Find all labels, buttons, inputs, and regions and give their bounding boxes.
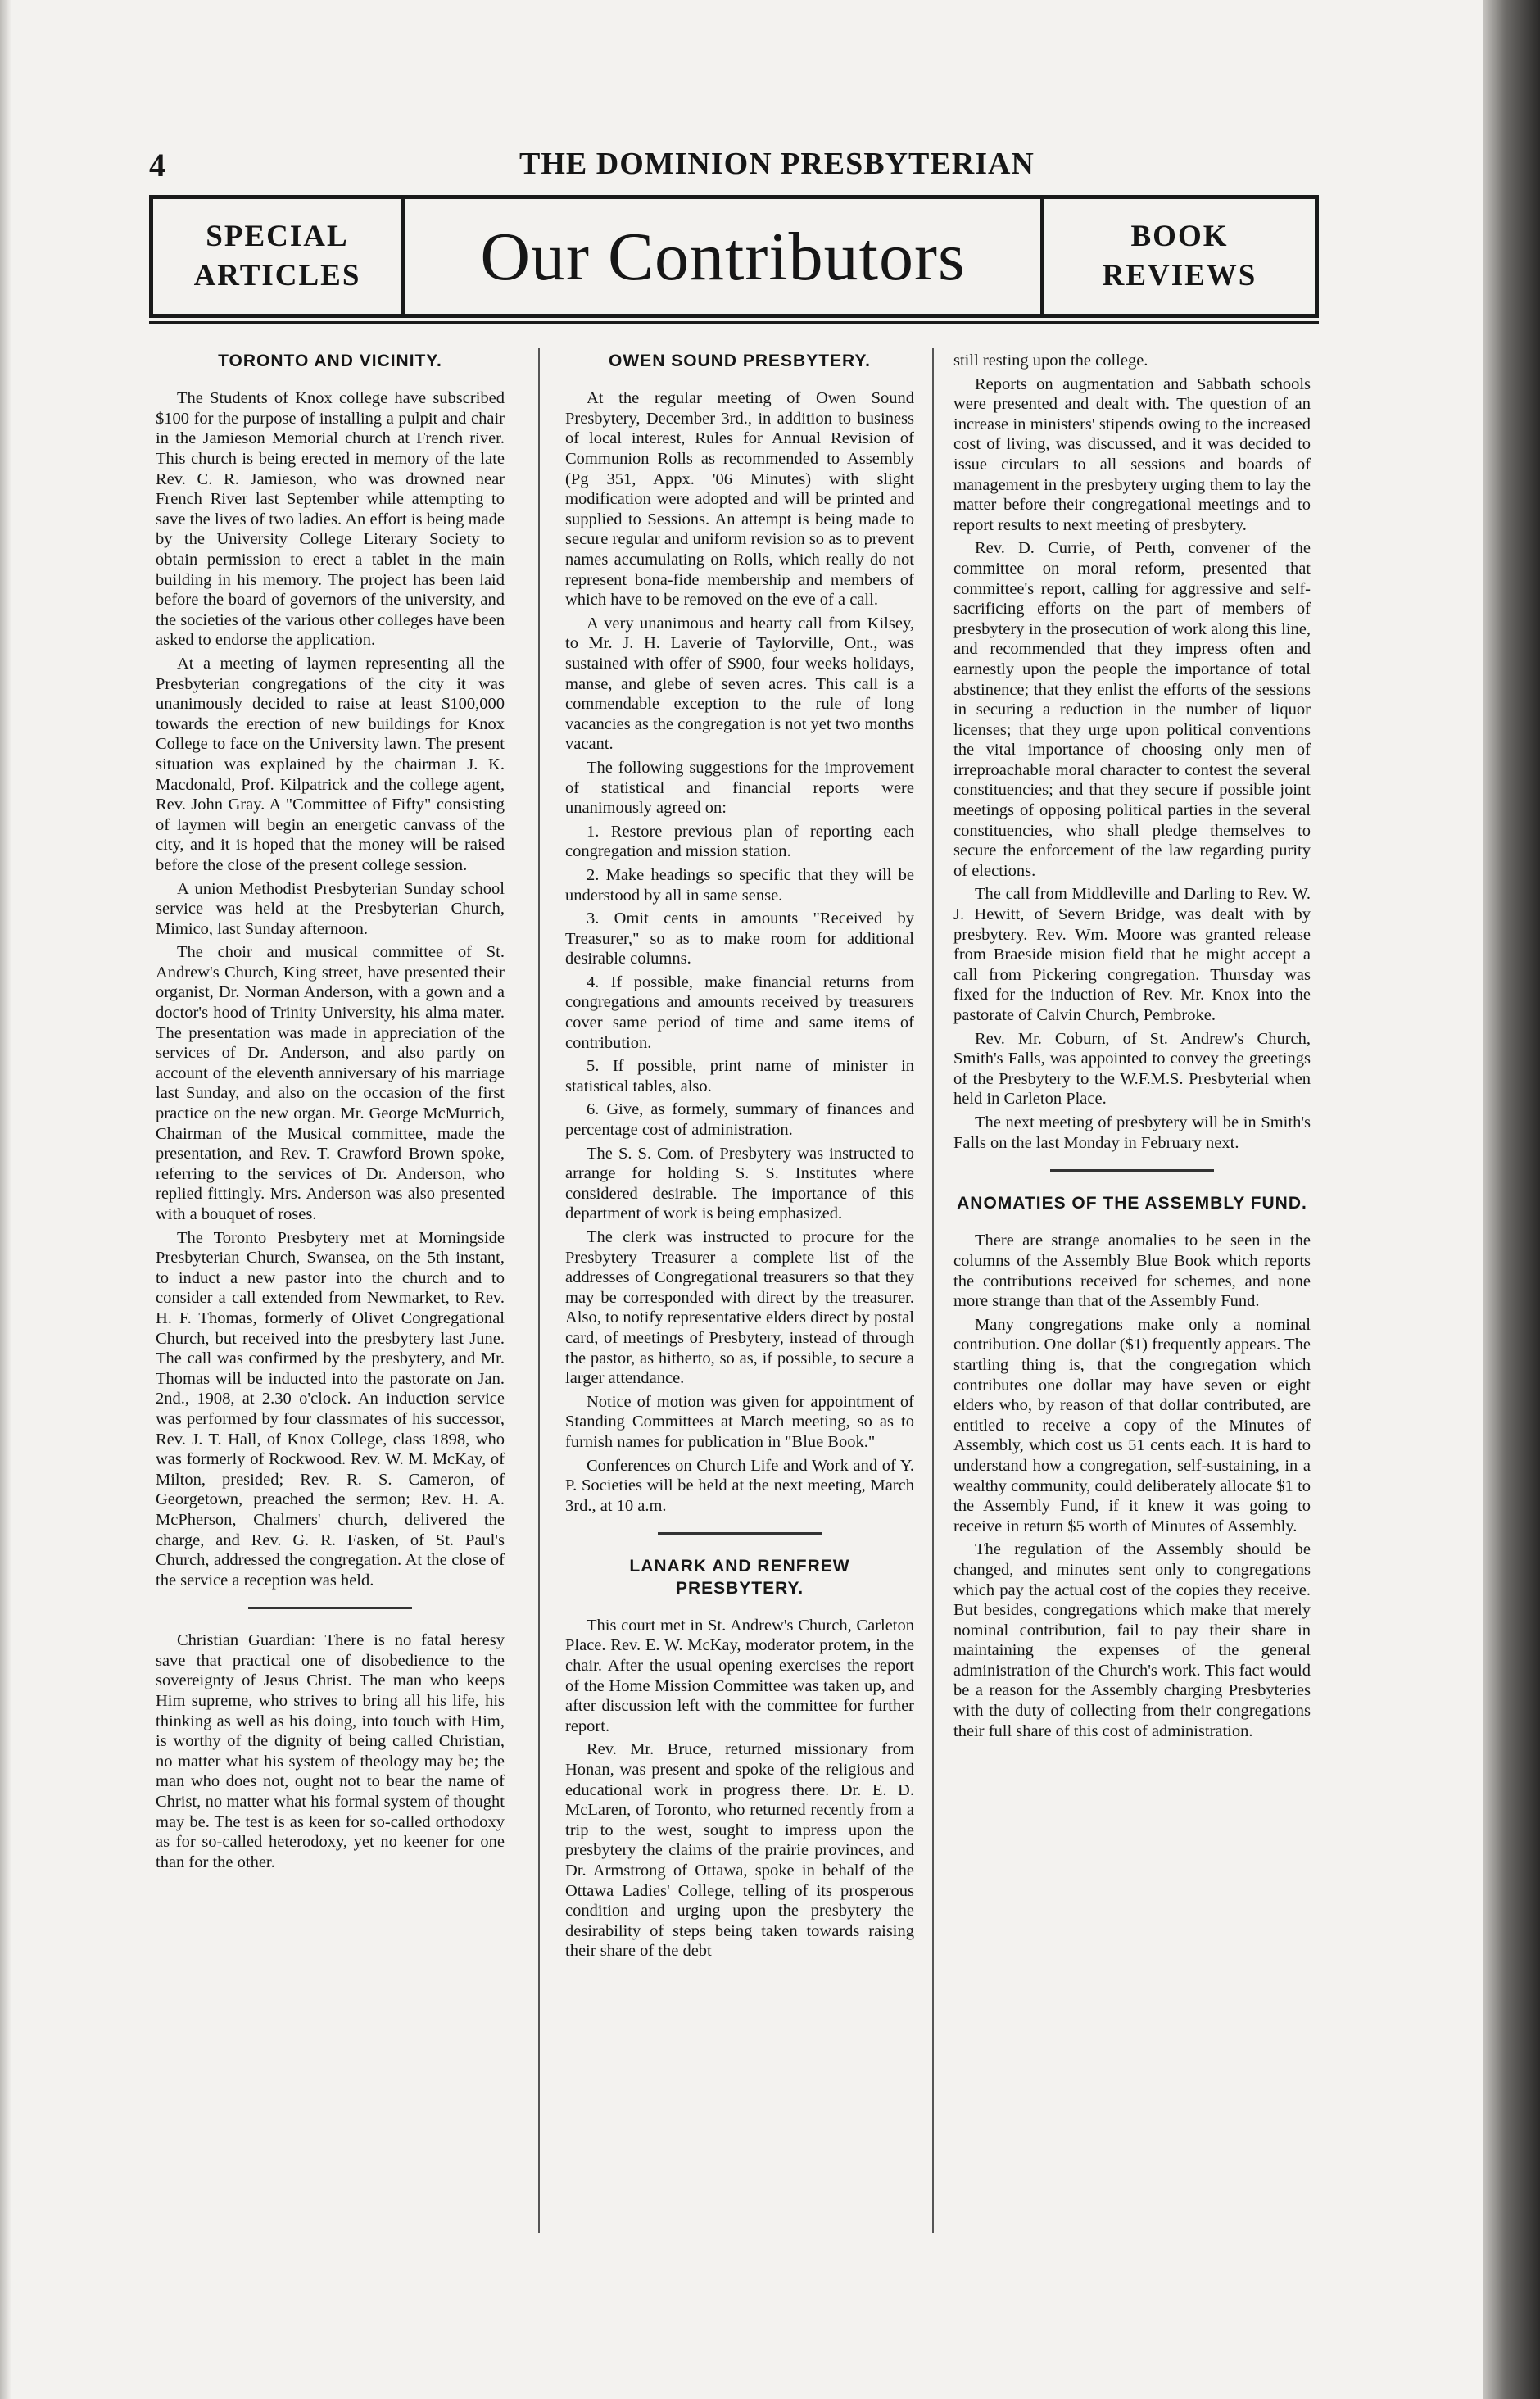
column-divider — [248, 1607, 412, 1609]
article-paragraph: still resting upon the college. — [953, 351, 1148, 370]
article-paragraph: Rev. Mr. Bruce, returned missionary from Honan, was present and spoke of the religious and educational work in progress there. Dr. E. D. McLaren, of Toronto, who returned recently from a trip to the west, sought to impress upon the presbytery the claims of the prairie provinces, and Dr. Armstrong of Ottawa, spoke in behalf of the Ottawa Ladies' College, telling of its prosperous condition and urging upon the presbytery the desirability of steps being taken towards raising their share of the debt — [565, 1740, 914, 1961]
article-paragraph: The regulation of the Assembly should be changed, and minutes sent only to congregations which pay the actual cost of the copies they receive. But besides, congregations which make that merely nominal contribution, fail to pay their share in maintaining the expenses of the general administration of the Church's work. This fact would be a reason for the Assembly charging Presbyteries with the duty of collecting from their congregations their full share of this cost of administration. — [953, 1540, 1311, 1740]
banner-under-rule — [149, 321, 1319, 324]
column-divider — [658, 1532, 822, 1535]
headline-lanark-renfrew: LANARK AND RENFREW PRESBYTERY. — [629, 1557, 850, 1598]
article-paragraph: A very unanimous and hearty call from Kilsey, to Mr. J. H. Laverie of Taylorville, Ont., was sustained with offer of $900, four weeks holidays, manse, and glebe of seven acres. This call is a commendable exception to the rule of long vacancies as the congregation is not yet two months vacant. — [565, 614, 914, 754]
article-paragraph: Many congregations make only a nominal contribution. One dollar ($1) frequently appears. The startling thing is, that the congregation which contributes one dollar may have seven or eight elders who, by reason of that dollar contributed, are entitled to receive a copy of the Minutes of Assembly, which cost us 51 cents each. It is hard to understand how a congregation, self-sustaining, in a wealthy community, could deliberately allocate $1 to the Assembly Fund, if it knew it was going to receive in return $5 worth of Minutes of Assembly. — [953, 1315, 1311, 1535]
headline-owen-sound: OWEN SOUND PRESBYTERY. — [609, 351, 871, 370]
headline-toronto: TORONTO AND VICINITY. — [218, 351, 442, 370]
article-paragraph: The Students of Knox college have subscribed $100 for the purpose of installing a pulpit and chair in the Jamieson Memorial church at French river. This church is being erected in memory of the late Rev. C. R. Jamieson, who was drowned near French River last September while attempting to save the lives of two ladies. An effort is being made by the University College Literary Society to obtain permission to erect a tablet in the main building in his memory. The project has been laid before the board of governors of the university, and the societies of the various other colleges have been asked to endorse the application. — [156, 389, 505, 650]
article-paragraph: The next meeting of presbytery will be in Smith's Falls on the last Monday in February next. — [953, 1113, 1311, 1152]
column-rule-2 — [932, 348, 934, 2233]
article-paragraph: Reports on augmentation and Sabbath schools were presented and dealt with. The question of an increase in ministers' stipends owing to the increased cost of living, was discussed, and it was decided to issue circulars to all sessions and boards of management in the presbytery urging them to lay the matter before their congregational meetings and to report results to next meeting of presbytery. — [953, 374, 1311, 534]
column-divider — [1050, 1169, 1214, 1172]
article-paragraph: A union Methodist Presbyterian Sunday school service was held at the Presbyterian Church, Mimico, last Sunday afternoon. — [156, 879, 505, 938]
banner-left-box — [153, 199, 405, 314]
article-paragraph: Rev. D. Currie, of Perth, convener of the committee on moral reform, presented that committee's report, calling for aggressive and self-sacrificing efforts on the part of members of presbytery in the prosecution of work along this line, and recommended that they impress often and earnestly upon the people the importance of total abstinence; that they enlist the efforts of the sessions in securing a reduction in the number of liquor licenses; that they urge upon political conventions the vital importance of choosing only men of irreproachable moral character to contest the several constituencies; and that they secure if possible joint meetings of opposing political parties in the several constituencies, who shall pledge themselves to secure the enforcement of the law regarding purity of elections. — [953, 539, 1311, 880]
article-paragraph: Christian Guardian: There is no fatal heresy save that practical one of disobedience to the sovereignty of Jesus Christ. The man who keeps Him supreme, who strives to bring all his life, his thinking as well as his doing, into touch with Him, is worthy of the dignity of being called Christian, no matter what his system of theology may be; the man who does not, ought not to bear the name of Christ, no matter what his formal system of thought may be. The test is as keen for so-called orthodoxy as for so-called heterodoxy, yet no keener for one than for the other. — [156, 1631, 505, 1871]
article-paragraph: The following suggestions for the improvement of statistical and financial reports were unanimously agreed on: — [565, 758, 914, 818]
section-banner — [149, 195, 1319, 318]
page-number: 4 — [149, 147, 165, 184]
column-2 — [565, 351, 914, 1965]
article-paragraph: 1. Restore previous plan of reporting each congregation and mission station. — [565, 822, 914, 861]
banner-right-line-1: BOOK — [1130, 219, 1229, 253]
column-3 — [953, 351, 1311, 1744]
banner-right-box — [1040, 199, 1315, 314]
article-paragraph: 5. If possible, print name of minister in statistical tables, also. — [565, 1057, 914, 1095]
banner-left-line-1: SPECIAL — [206, 219, 349, 253]
article-paragraph: Rev. Mr. Coburn, of St. Andrew's Church, Smith's Falls, was appointed to convey the greetings of the Presbytery to the W.F.M.S. Presbyterial when held in Carleton Place. — [953, 1029, 1311, 1109]
column-1 — [156, 351, 505, 1875]
article-paragraph: 4. If possible, make financial returns from congregations and amounts received by treasurers cover same period of time and same items of contribution. — [565, 973, 914, 1052]
article-paragraph: At a meeting of laymen representing all the Presbyterian congregations of the city it was unanimously decided to raise at least $100,000 towards the erection of new buildings for Knox College to face on the University lawn. The present situation was explained by the chairman J. K. Macdonald, Prof. Kilpatrick and the college agent, Rev. John Gray. A "Committee of Fifty" consisting of laymen will begin an energetic canvass of the city, and it is hoped that the money will be raised before the close of the present college session. — [156, 654, 505, 874]
article-paragraph: The clerk was instructed to procure for the Presbytery Treasurer a complete list of the addresses of Congregational treasurers so that they may be corresponded with direct by the treasurer. Also, to notify representative elders direct by postal card, of meetings of Presbytery, instead of through the pastor, as hitherto, so as, if possible, to secure a larger attendance. — [565, 1228, 914, 1388]
running-head: THE DOMINION PRESBYTERIAN — [519, 147, 1035, 181]
page-binding-shadow — [1483, 0, 1540, 2399]
article-paragraph: The Toronto Presbytery met at Morningside Presbyterian Church, Swansea, on the 5th instant, to induct a new pastor into the church and to consider a call extended from Newmarket, to Rev. H. F. Thomas, formerly of Olivet Congregational Church, but received into the presbytery last June. The call was confirmed by the presbytery, and Mr. Thomas will be inducted into the pastorate on Jan. 2nd., 1908, at 2.30 o'clock. An induction service was performed by four classmates of his successor, Rev. J. T. Hall, of Knox College, class 1898, who was formerly of Rockwood. Rev. W. M. McKay, of Milton, presided; Rev. R. S. Cameron, of Georgetown, preached the sermon; Rev. H. A. McPherson, Chalmers' church, delivered the charge, and Rev. G. R. Fasken, of St. Paul's Church, addressed the congregation. At the close of the service a reception was held. — [156, 1228, 505, 1590]
banner-left-line-2: ARTICLES — [193, 259, 361, 293]
headline-assembly-fund: ANOMATIES OF THE ASSEMBLY FUND. — [957, 1194, 1307, 1213]
article-paragraph: The call from Middleville and Darling to Rev. W. J. Hewitt, of Severn Bridge, was dealt with by presbytery. Rev. Wm. Moore was granted release from Braeside mision field that he might accept a call from Pickering congregation. Thursday was fixed for the induction of Rev. Mr. Knox into the pastorate of Calvin Church, Pembroke. — [953, 885, 1311, 1024]
article-paragraph: At the regular meeting of Owen Sound Presbytery, December 3rd., in addition to business of local interest, Rules for Annual Revision of Communion Rolls as recommended to Assembly (Pg 351, Appx. '06 Minutes) with slight modification were adopted and will be printed and supplied to Sessions. An attempt is being made to secure regular and uniform revision so as to prevent names accumulating on Rolls, which really do not represent bona-fide membership and members of which have to be removed on the eve of a call. — [565, 389, 914, 610]
article-paragraph: The S. S. Com. of Presbytery was instructed to arrange for holding S. S. Institutes where considered desirable. The importance of this department of work is being emphasized. — [565, 1144, 914, 1223]
article-paragraph: 6. Give, as formely, summary of finances and percentage cost of administration. — [565, 1100, 914, 1140]
article-paragraph: 2. Make headings so specific that they will be understood by all in same sense. — [565, 865, 914, 905]
banner-right-line-2: REVIEWS — [1102, 259, 1257, 293]
article-paragraph: This court met in St. Andrew's Church, Carleton Place. Rev. E. W. McKay, moderator protem, in the chair. After the usual opening exercises the report of the Home Mission Committee was taken up, and after discussion left with the committee for further report. — [565, 1616, 914, 1735]
article-paragraph: Notice of motion was given for appointment of Standing Committees at March meeting, so as to furnish names for publication in "Blue Book." — [565, 1392, 914, 1451]
article-paragraph: The choir and musical committee of St. Andrew's Church, King street, have presented their organist, Dr. Norman Anderson, with a gown and a doctor's hood of Trinity University, his alma mater. The presentation was made in appreciation of the services of Dr. Anderson, and also partly on account of the eleventh anniversary of his marriage last Sunday, and also on the occasion of the first practice on the new organ. Mr. George McMurrich, Chairman of the Musical committee, made the presentation, and Rev. T. Crawford Brown spoke, referring to the services of Dr. Anderson, who replied fittingly. Mrs. Anderson was also presented with a bouquet of roses. — [156, 943, 505, 1223]
article-paragraph: There are strange anomalies to be seen in the columns of the Assembly Blue Book which reports the contributions received for schemes, and none more strange than that of the Assembly Fund. — [953, 1231, 1311, 1311]
page-left-edge — [0, 0, 11, 2399]
banner-title: Our Contributors — [480, 218, 966, 295]
column-rule-1 — [538, 348, 540, 2233]
article-paragraph: 3. Omit cents in amounts "Received by Treasurer," so as to make room for additional desirable columns. — [565, 909, 914, 968]
article-paragraph: Conferences on Church Life and Work and of Y. P. Societies will be held at the next meeting, March 3rd., at 10 a.m. — [565, 1456, 914, 1515]
